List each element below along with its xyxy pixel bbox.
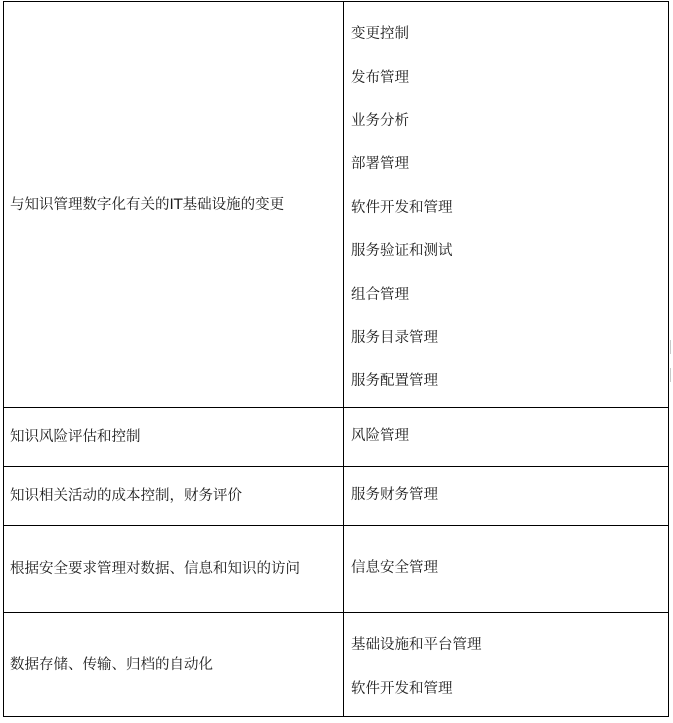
table-row xyxy=(4,613,669,717)
practices-cell xyxy=(344,2,669,408)
requirement-cell: 数据存储、传输、归档的自动化 xyxy=(4,613,344,717)
practices-cell xyxy=(344,613,669,717)
practice-item: 业务分析 xyxy=(351,113,409,130)
table-row xyxy=(4,2,669,408)
practice-item: 风险管理 xyxy=(351,428,409,445)
practice-item: 服务配置管理 xyxy=(351,373,438,390)
practices-cell xyxy=(344,526,669,613)
practice-item: 服务验证和测试 xyxy=(351,243,453,260)
practice-list xyxy=(351,5,668,404)
practice-item: 组合管理 xyxy=(351,286,409,303)
table-row xyxy=(4,408,669,467)
practice-list xyxy=(351,547,668,590)
practice-item: 服务财务管理 xyxy=(351,487,438,504)
requirement-cell: 根据安全要求管理对数据、信息和知识的访问 xyxy=(4,526,344,613)
page-edge-marker xyxy=(670,340,671,354)
practice-item: 信息安全管理 xyxy=(351,560,438,577)
practice-list xyxy=(351,415,668,458)
practice-item: 软件开发和管理 xyxy=(351,680,453,697)
requirement-cell: 知识相关活动的成本控制，财务评价 xyxy=(4,467,344,526)
practice-item: 基础设施和平台管理 xyxy=(351,637,482,654)
practice-item: 发布管理 xyxy=(351,69,409,86)
table-row xyxy=(4,526,669,613)
table-row xyxy=(4,467,669,526)
practice-item: 服务目录管理 xyxy=(351,329,438,346)
practice-item: 软件开发和管理 xyxy=(351,199,453,216)
practice-list xyxy=(351,618,668,711)
practices-cell xyxy=(344,467,669,526)
requirement-cell: 知识风险评估和控制 xyxy=(4,408,344,467)
practice-list xyxy=(351,474,668,517)
page-edge-marker xyxy=(670,368,671,382)
practice-mapping-table xyxy=(3,1,669,717)
practice-item: 部署管理 xyxy=(351,156,409,173)
practice-item: 变更控制 xyxy=(351,26,409,43)
practices-cell xyxy=(344,408,669,467)
requirement-cell: 与知识管理数字化有关的IT基础设施的变更 xyxy=(4,2,344,408)
